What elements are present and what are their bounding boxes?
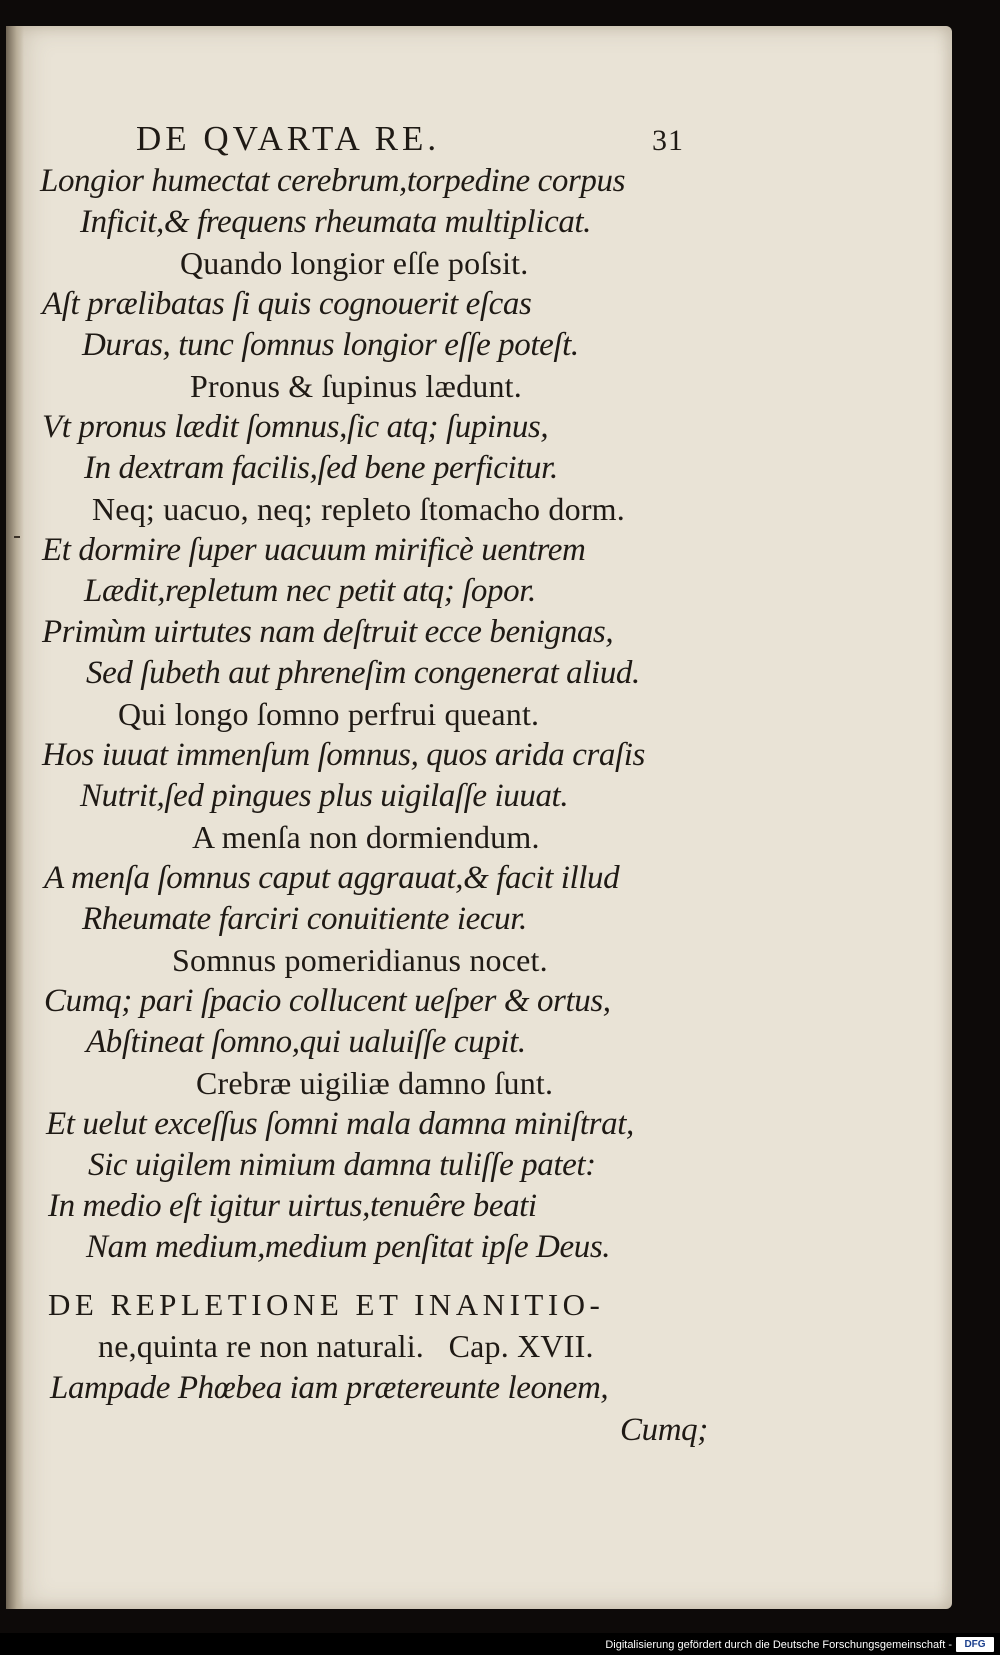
funding-credit: Digitalisierung gefördert durch die Deutsche Forschungsgemeinschaft -: [605, 1639, 952, 1651]
verse-line: Longior humectat cerebrum,torpedine corpus: [40, 163, 626, 199]
folio-number: 31: [652, 124, 684, 157]
verse-line: Rheumate farciri conuitiente iecur.: [82, 901, 527, 937]
verse-line: Aſt prælibatas ſi quis cognouerit eſcas: [42, 286, 532, 322]
verse-line: Sic uigilem nimium damna tuliſſe patet:: [88, 1147, 596, 1183]
footer-bar: [0, 1633, 1000, 1655]
section-heading: Quando longior eſſe poſsit.: [180, 245, 529, 281]
verse-line: Inficit,& frequens rheumata multiplicat.: [80, 204, 592, 240]
section-heading: Somnus pomeridianus nocet.: [172, 942, 548, 978]
verse-line: Nutrit,ſed pingues plus uigilaſſe iuuat.: [80, 778, 569, 814]
verse-line: A menſa ſomnus caput aggrauat,& facit illud: [44, 860, 620, 896]
verse-line: In medio eſt igitur uirtus,tenuêre beati: [48, 1188, 537, 1224]
page-gutter-shadow: [6, 26, 24, 1609]
verse-line: In dextram facilis,ſed bene perficitur.: [84, 450, 558, 486]
dfg-logo: DFG: [956, 1637, 994, 1652]
section-heading: Pronus & ſupinus lædunt.: [190, 368, 522, 404]
section-heading: Neq; uacuo, neq; repleto ſtomacho dorm.: [92, 491, 625, 527]
section-heading: Qui longo ſomno perfrui queant.: [118, 696, 540, 732]
section-heading: A menſa non dormiendum.: [192, 819, 540, 855]
margin-mark: [14, 536, 20, 538]
chapter-heading-continued: ne,quinta re non naturali. Cap. XVII.: [98, 1328, 594, 1364]
chapter-heading: DE REPLETIONE ET INANITIO-: [48, 1287, 605, 1322]
verse-line: Et uelut exceſſus ſomni mala damna miniſtrat,: [46, 1106, 634, 1142]
verse-line: Lampade Phœbea iam prætereunte leonem,: [50, 1370, 609, 1406]
verse-line: Lædit,repletum nec petit atq; ſopor.: [84, 573, 536, 609]
verse-line: Duras, tunc ſomnus longior eſſe poteſt.: [82, 327, 579, 363]
verse-line: Nam medium,medium penſitat ipſe Deus.: [86, 1229, 611, 1265]
verse-line: Hos iuuat immenſum ſomnus, quos arida craſis: [42, 737, 646, 773]
verse-line: Cumq; pari ſpacio collucent ueſper & ortus,: [44, 983, 611, 1019]
verse-line: Sed ſubeth aut phreneſim congenerat aliud.: [86, 655, 640, 691]
verse-line: Vt pronus lædit ſomnus,ſic atq; ſupinus,: [42, 409, 549, 445]
verse-line: Abſtineat ſomno,qui ualuiſſe cupit.: [86, 1024, 526, 1060]
verse-line: Et dormire ſuper uacuum mirificè uentrem: [42, 532, 586, 568]
catchword: Cumq;: [620, 1412, 708, 1448]
section-heading: Crebræ uigiliæ damno ſunt.: [196, 1065, 554, 1101]
verse-line: Primùm uirtutes nam deſtruit ecce benignas,: [42, 614, 614, 650]
running-head: DE QVARTA RE.: [136, 119, 441, 158]
